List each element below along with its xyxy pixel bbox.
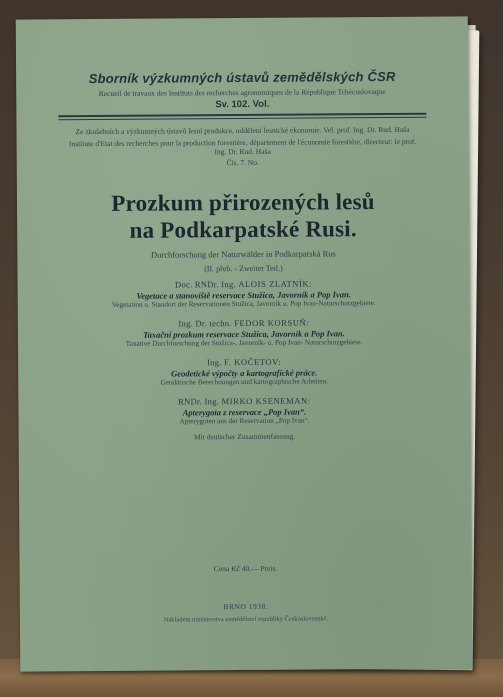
series-number: Sv. 102. Vol. [215,98,270,111]
book-cover [16,16,473,671]
author-prefix: RNDr. Ing. [178,396,220,407]
divider-rule-thin [58,117,426,121]
section-subtitle: Vegetation u. Standort der Reservationen Stužica, Javorník u. Pop Ivan-Naturschutzgebiete. [111,299,376,309]
series-subtitle: Recueil de travaux des Instituts des recherches agronomiques de la République Tchécoslovaque [98,87,386,99]
section-subtitle: Taxative Durchforschung der Stužica-, Javorník- u. Pop Ivan- Naturschutzgebiete. [125,338,363,348]
section-1 [60,278,428,311]
main-title [59,188,427,245]
section-title: Vegetace a stanoviště reservace Stužica, Javorník a Pop Ivan. [136,289,351,301]
series-title: Sborník výzkumných ústavů zemědělských ČSR [88,68,396,87]
place-year: BRNO 1938. [223,601,269,612]
author-prefix: Doc. RNDr. Ing. [174,279,236,290]
summary-note: Mit deutscher Zusammenfassung. [193,431,296,442]
section-subtitle: Apterygoten aus der Reservation „Pop Ivan“. [179,416,310,426]
price: Cena Kč 40.— Preis. [213,563,278,574]
section-3 [60,356,428,389]
author-name: MIRKO KSENEMAN: [221,395,311,407]
main-title-line2: na Podkarpatské Rusi. [129,216,357,243]
author-name: FEDOR KORSUŇ: [234,317,310,329]
author-prefix: Ing. [206,357,222,368]
section-subtitle: Geodätische Berechnungen und kartographische Arbeiten. [160,377,329,387]
section-4 [60,395,428,428]
author-name: ALOIS ZLATNÍK: [238,278,313,290]
institute-fr: Institute d'Etat des recherches pour la production forestière, département de l'économie forestière, directeur: le prof. Ing. Dr. Rud. Haša [68,136,417,157]
author-prefix: Ing. Dr. techn. [178,318,232,329]
publisher: Nákladem ministerstva zemědělství republiky Československé. [163,615,329,624]
main-title-line1: Prozkum přirozených lesů [111,189,375,216]
part-label: (II. přeb. - Zweiter Teil.) [204,263,283,274]
section-title: Taxační prozkum reservace Stužica, Javorník a Pop Ivan. [143,328,345,340]
section-title: Apterygota z reservace „Pop Ivan“. [182,406,307,418]
cover-content [58,17,431,672]
german-title: Durchforschung der Naturwälder in Podkarpatská Rus [150,248,336,260]
section-2 [60,317,428,350]
institute-cz: Ze zkušebních a výzkumných ústavů lesní produkce, oddělení lesnické ekonomie. Vel. prof. Ing. Dr. Rud. Haša [75,124,410,137]
section-title: Geodetické výpočty a kartografické práce. [171,367,318,379]
institute-number: Čís. 7. No. [226,157,259,168]
author-name: F. KOČETOV: [224,356,282,368]
